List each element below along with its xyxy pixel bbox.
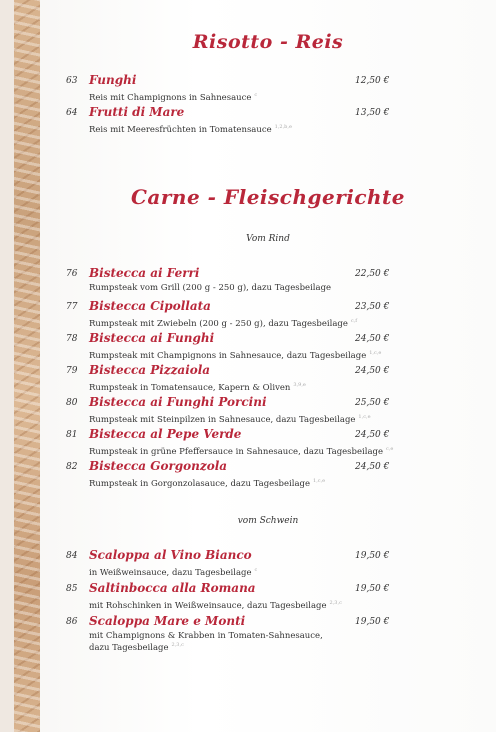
item-number: 76	[66, 269, 78, 279]
item-name: Bistecca Pizzaiola	[89, 363, 211, 377]
allergen-note: 2,3,c	[171, 642, 184, 648]
item-price: 23,50 €	[355, 302, 390, 312]
item-description: Rumpsteak mit Champignons in Sahnesauce, dazu Tagesbeilage $^{1,c,e}$	[89, 350, 382, 361]
item-description: Rumpsteak mit Steinpilzen in Sahnesauce, dazu Tagesbeilage $^{1,c,e}$	[89, 414, 371, 425]
item-description: Rumpsteak mit Zwiebeln (200 g - 250 g), dazu Tagesbeilage $^{c,f}$	[89, 318, 358, 329]
item-name: Funghi	[89, 73, 137, 87]
allergen-note: 1,c,e	[369, 350, 382, 356]
item-price: 19,50 €	[355, 551, 390, 561]
allergen-note: c	[254, 567, 258, 573]
subheading-rind: Vom Rind	[246, 234, 290, 244]
allergen-note: c,f	[350, 318, 358, 324]
item-number: 77	[66, 302, 78, 312]
item-description: Rumpsteak in Gorgonzolasauce, dazu Tagesbeilage $^{1,c,e}$	[89, 478, 326, 489]
item-number: 81	[66, 430, 78, 440]
item-description: Reis mit Meeresfrüchten in Tomatensauce $^{1,2,b,e}$	[89, 124, 292, 135]
item-price: 12,50 €	[355, 76, 390, 86]
item-name: Saltinbocca alla Romana	[89, 581, 256, 595]
item-number: 78	[66, 334, 78, 344]
item-number: 86	[66, 617, 78, 627]
item-number: 63	[66, 76, 78, 86]
item-price: 13,50 €	[355, 108, 390, 118]
item-name: Bistecca ai Ferri	[89, 266, 200, 280]
item-price: 24,50 €	[355, 462, 390, 472]
item-description: Rumpsteak vom Grill (200 g - 250 g), dazu Tagesbeilage	[89, 283, 332, 293]
item-description: mit Rohschinken in Weißweinsauce, dazu Tagesbeilage $^{2,3,c}$	[89, 600, 342, 611]
item-name: Bistecca al Pepe Verde	[89, 427, 242, 441]
item-description: Rumpsteak in grüne Pfeffersauce in Sahnesauce, dazu Tagesbeilage $^{c,e}$	[89, 446, 394, 457]
item-number: 80	[66, 398, 78, 408]
item-price: 24,50 €	[355, 366, 390, 376]
item-name: Bistecca ai Funghi	[89, 331, 215, 345]
section-title-carne: Carne - Fleischgerichte	[130, 185, 406, 209]
item-name: Bistecca Cipollata	[89, 299, 211, 313]
item-number: 82	[66, 462, 78, 472]
section-title-risotto: Risotto - Reis	[192, 31, 344, 53]
item-description: mit Champignons & Krabben in Tomaten-Sahnesauce,	[89, 631, 323, 641]
allergen-note: 2,3,c	[329, 600, 342, 606]
allergen-note: 1,2,b,e	[274, 124, 292, 130]
item-name: Frutti di Mare	[89, 105, 185, 119]
allergen-note: 1,c,e	[358, 414, 371, 420]
item-description: Rumpsteak in Tomatensauce, Kapern & Oliven $^{3,9,e}$	[89, 382, 306, 393]
item-price: 19,50 €	[355, 617, 390, 627]
item-number: 84	[66, 551, 78, 561]
item-description: Reis mit Champignons in Sahnesauce $^c$	[89, 92, 258, 103]
allergen-note: c,e	[386, 446, 394, 452]
item-price: 25,50 €	[355, 398, 390, 408]
decorative-stripe	[14, 0, 40, 732]
page-edge	[0, 0, 14, 732]
item-description-line2: dazu Tagesbeilage $^{2,3,c}$	[89, 642, 184, 653]
allergen-note: 1,c,e	[313, 478, 326, 484]
item-price: 22,50 €	[355, 269, 390, 279]
item-name: Scaloppa al Vino Bianco	[89, 548, 252, 562]
item-price: 24,50 €	[355, 334, 390, 344]
item-price: 19,50 €	[355, 584, 390, 594]
item-name: Bistecca ai Funghi Porcini	[89, 395, 267, 409]
item-name: Scaloppa Mare e Monti	[89, 614, 246, 628]
item-number: 85	[66, 584, 78, 594]
item-number: 64	[66, 108, 78, 118]
item-number: 79	[66, 366, 78, 376]
subheading-schwein: vom Schwein	[237, 516, 299, 526]
allergen-note: 3,9,e	[293, 382, 306, 388]
allergen-note: c	[254, 92, 258, 98]
item-price: 24,50 €	[355, 430, 390, 440]
item-name: Bistecca Gorgonzola	[89, 459, 228, 473]
item-description: in Weißweinsauce, dazu Tagesbeilage $^c$	[89, 567, 258, 578]
